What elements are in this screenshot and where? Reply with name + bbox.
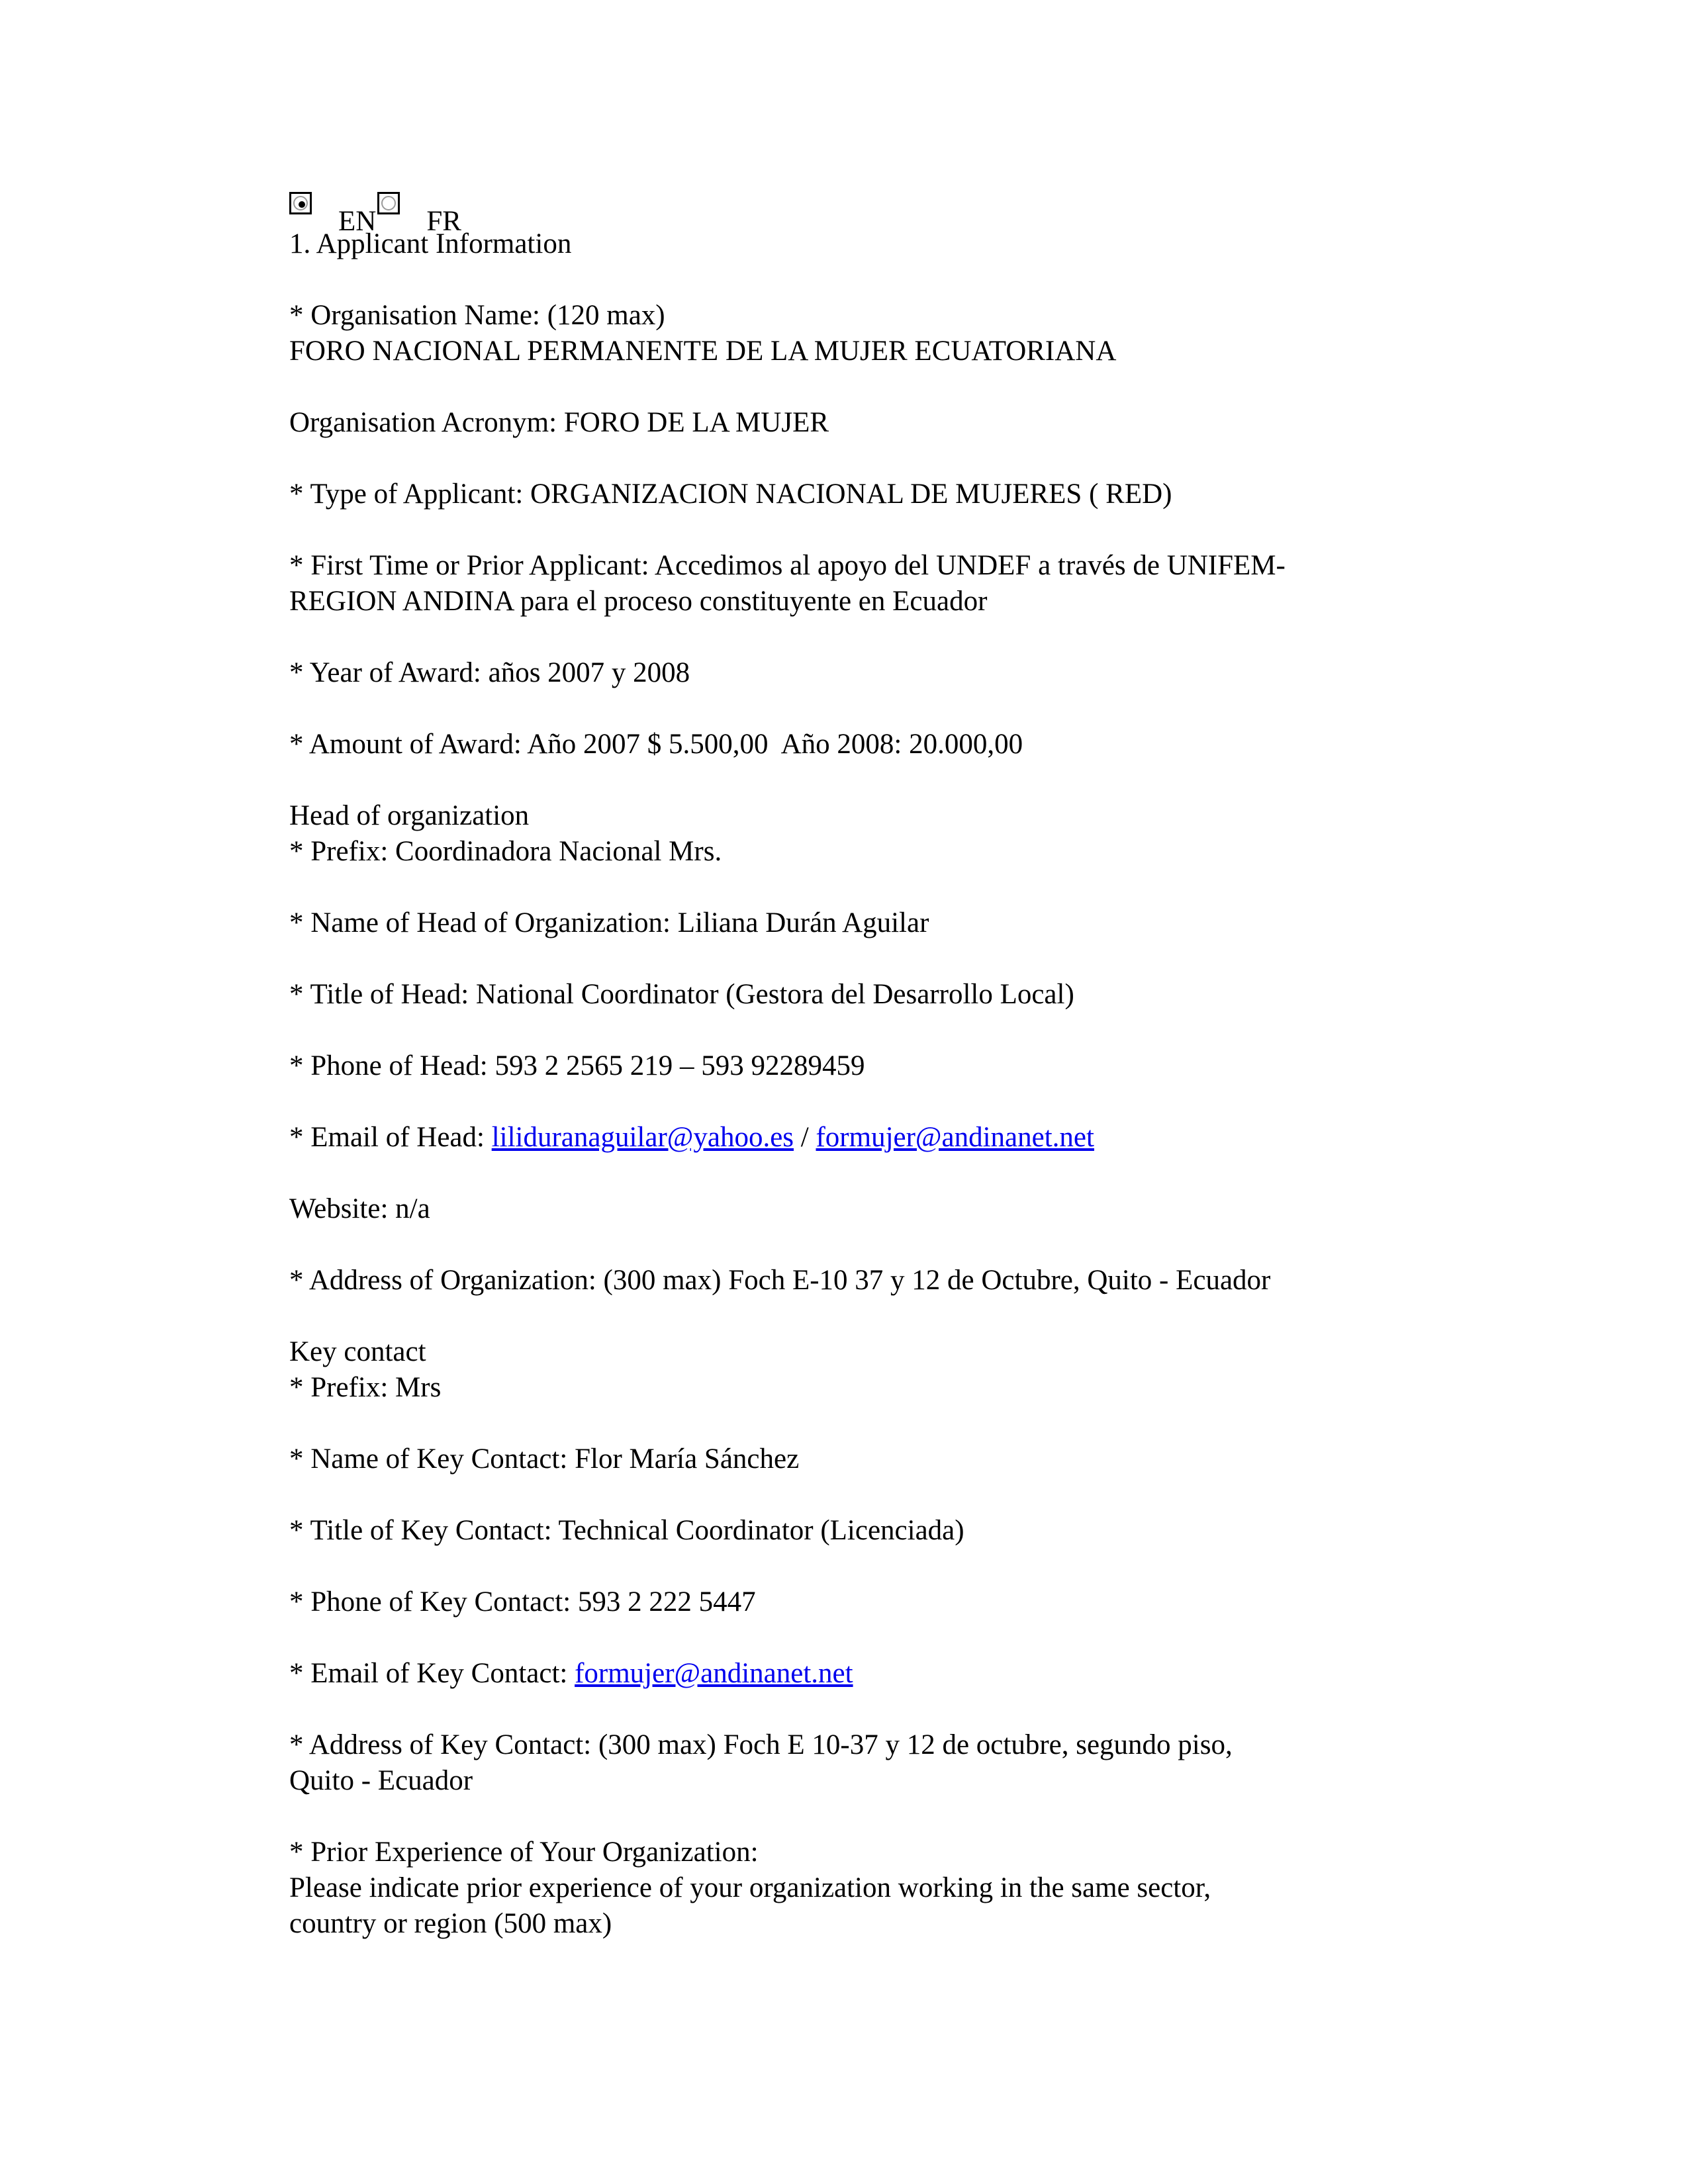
head-email-field bbox=[289, 1120, 1385, 1156]
website-field bbox=[289, 1191, 1385, 1227]
org-acronym-field bbox=[289, 405, 1385, 441]
key-address-value: Foch E 10-37 y 12 de octubre, segundo piso, bbox=[723, 1729, 1233, 1760]
amount-award-value: Año 2007 $ 5.500,00 Año 2008: 20.000,00 bbox=[527, 729, 1023, 760]
year-award-label: * Year of Award: bbox=[289, 657, 481, 688]
key-prefix-label: * Prefix: bbox=[289, 1372, 389, 1403]
applicant-type-value: ORGANIZACION NACIONAL DE MUJERES ( RED) bbox=[530, 478, 1172, 510]
key-title-field bbox=[289, 1513, 1385, 1549]
head-email-link-2[interactable]: formujer@andinanet.net bbox=[816, 1122, 1094, 1153]
fr-radio-icon[interactable] bbox=[377, 192, 400, 214]
first-time-value-cont: REGION ANDINA para el proceso constituyente en Ecuador bbox=[289, 586, 988, 617]
head-title-value: National Coordinator (Gestora del Desarrollo Local) bbox=[475, 979, 1074, 1010]
head-email-separator: / bbox=[800, 1122, 809, 1153]
head-name-value: Liliana Durán Aguilar bbox=[677, 907, 929, 938]
head-email-label: * Email of Head: bbox=[289, 1122, 485, 1153]
en-label: EN bbox=[338, 206, 377, 237]
language-selector bbox=[289, 191, 1385, 237]
prior-experience-label: * Prior Experience of Your Organization: bbox=[289, 1837, 759, 1868]
key-title-value: Technical Coordinator (Licenciada) bbox=[558, 1515, 964, 1546]
org-address-label: * Address of Organization: (300 max) bbox=[289, 1265, 722, 1296]
key-prefix-field bbox=[289, 1370, 1385, 1406]
applicant-type-field bbox=[289, 477, 1385, 512]
head-name-label: * Name of Head of Organization: bbox=[289, 907, 671, 938]
head-title-field bbox=[289, 977, 1385, 1013]
head-prefix-field bbox=[289, 834, 1385, 870]
key-email-field bbox=[289, 1656, 1385, 1692]
applicant-form bbox=[289, 191, 1385, 1942]
org-name-label: * Organisation Name: (120 max) bbox=[289, 300, 665, 331]
head-email-link-1[interactable]: liliduranaguilar@yahoo.es bbox=[491, 1122, 794, 1153]
first-time-value: Accedimos al apoyo del UNDEF a través de UNIFEM- bbox=[654, 550, 1286, 581]
key-title-label: * Title of Key Contact: bbox=[289, 1515, 552, 1546]
website-value: n/a bbox=[395, 1193, 430, 1224]
fr-label: FR bbox=[426, 206, 461, 237]
head-title-label: * Title of Head: bbox=[289, 979, 469, 1010]
org-address-field bbox=[289, 1263, 1385, 1298]
head-heading: Head of organization bbox=[289, 800, 530, 831]
key-phone-field bbox=[289, 1584, 1385, 1620]
first-time-label: * First Time or Prior Applicant: bbox=[289, 550, 649, 581]
applicant-type-label: * Type of Applicant: bbox=[289, 478, 524, 510]
head-phone-label: * Phone of Head: bbox=[289, 1050, 488, 1081]
org-acronym-value: FORO DE LA MUJER bbox=[563, 407, 829, 438]
prior-experience-instruction: Please indicate prior experience of your organization working in the same sector, bbox=[289, 1872, 1211, 1903]
year-award-value: años 2007 y 2008 bbox=[488, 657, 690, 688]
key-phone-value: 593 2 222 5447 bbox=[577, 1586, 756, 1617]
org-acronym-label: Organisation Acronym: bbox=[289, 407, 557, 438]
head-prefix-label: * Prefix: bbox=[289, 836, 389, 867]
head-name-field bbox=[289, 905, 1385, 941]
en-radio-icon[interactable] bbox=[289, 192, 312, 214]
key-name-field bbox=[289, 1441, 1385, 1477]
key-contact-heading: Key contact bbox=[289, 1336, 426, 1367]
key-email-label: * Email of Key Contact: bbox=[289, 1658, 568, 1689]
key-address-value-cont: Quito - Ecuador bbox=[289, 1765, 473, 1796]
key-name-label: * Name of Key Contact: bbox=[289, 1443, 568, 1475]
amount-award-field bbox=[289, 727, 1385, 762]
website-label: Website: bbox=[289, 1193, 389, 1224]
amount-award-label: * Amount of Award: bbox=[289, 729, 522, 760]
head-prefix-value: Coordinadora Nacional Mrs. bbox=[395, 836, 722, 867]
first-time-field bbox=[289, 548, 1385, 584]
year-award-field bbox=[289, 655, 1385, 691]
key-prefix-value: Mrs bbox=[395, 1372, 442, 1403]
key-address-label: * Address of Key Contact: (300 max) bbox=[289, 1729, 716, 1760]
key-address-field bbox=[289, 1727, 1385, 1763]
key-email-link[interactable]: formujer@andinanet.net bbox=[575, 1658, 853, 1689]
head-phone-value: 593 2 2565 219 – 593 92289459 bbox=[494, 1050, 865, 1081]
key-name-value: Flor María Sánchez bbox=[575, 1443, 800, 1475]
org-address-value: Foch E-10 37 y 12 de Octubre, Quito - Ecuador bbox=[728, 1265, 1271, 1296]
head-phone-field bbox=[289, 1048, 1385, 1084]
key-phone-label: * Phone of Key Contact: bbox=[289, 1586, 571, 1617]
org-name-value: FORO NACIONAL PERMANENTE DE LA MUJER ECUATORIANA bbox=[289, 336, 1117, 367]
prior-experience-instruction-cont: country or region (500 max) bbox=[289, 1908, 612, 1939]
section-title: 1. Applicant Information bbox=[289, 228, 572, 259]
